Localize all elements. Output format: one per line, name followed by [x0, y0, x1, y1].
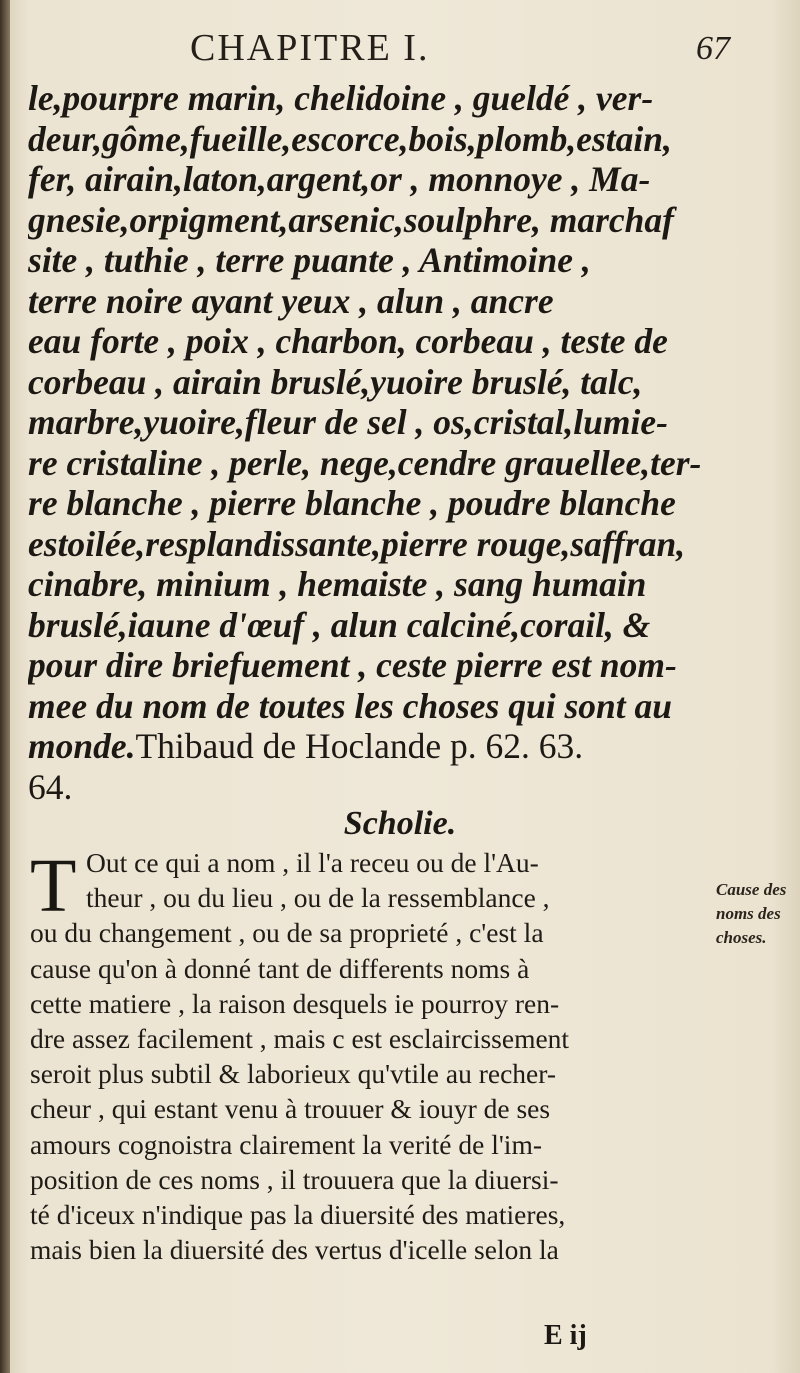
text-line: marbre,yuoire,fleur de sel , os,cristal,lumie-: [28, 402, 668, 442]
text-line: theur , ou du lieu , ou de la ressemblance ,: [86, 882, 550, 914]
text-line: deur,gôme,fueille,escorce,bois,plomb,estain,: [28, 118, 672, 159]
italic-text-block: [28, 78, 776, 807]
text-line: site , tuthie , terre puante , Antimoine ,: [28, 240, 591, 280]
citation-line: [28, 726, 776, 767]
text-line: estoilée,resplandissante,pierre rouge,saffran,: [28, 523, 686, 564]
text-line: té d'iceux n'indique pas la diuersité des matieres,: [30, 1199, 566, 1231]
page-binding-edge: [0, 0, 10, 1373]
margin-note-line: choses.: [716, 928, 767, 947]
text-line: fer, airain,laton,argent,or , monnoye , Ma-: [28, 159, 651, 199]
text-line: cette matiere , la raison desquels ie pourroy ren-: [30, 987, 560, 1019]
text-line: mais bien la diuersité des vertus d'icelle selon la: [30, 1234, 559, 1266]
text-line: mee du nom de toutes les choses qui sont au: [28, 685, 672, 726]
page-header: [190, 26, 730, 78]
text-line: eau forte , poix , charbon, corbeau , teste de: [28, 321, 668, 361]
text-line: gnesie,orpigment,arsenic,soulphre, marchaf: [28, 199, 674, 240]
text-line: Out ce qui a nom , il l'a receu ou de l'Au-: [86, 847, 539, 878]
text-line: re blanche , pierre blanche , poudre blanche: [28, 483, 676, 523]
text-line: terre noire ayant yeux , alun , ancre: [28, 280, 554, 321]
citation-italic: monde.: [28, 726, 136, 766]
signature-mark: E ij: [544, 1320, 587, 1351]
margin-note-line: Cause des: [716, 880, 787, 899]
text-line: amours cognoistra clairement la verité de l'im-: [30, 1128, 542, 1160]
text-line: pour dire briefuement , ceste pierre est nom-: [28, 645, 677, 685]
section-heading: Scholie.: [343, 805, 457, 842]
text-line: le,pourpre marin, chelidoine , gueldé , ver-: [28, 78, 654, 118]
margin-note: [716, 878, 800, 950]
drop-cap: T: [30, 844, 77, 928]
text-line: corbeau , airain bruslé,yuoire bruslé, talc,: [28, 361, 643, 402]
text-line: ou du changement , ou de sa proprieté , c'est la: [30, 917, 544, 949]
body-text-block: [30, 845, 698, 1267]
citation-tail: 64.: [28, 766, 73, 807]
citation-reference: Thibaud de Hoclande p. 62. 63.: [135, 726, 584, 766]
margin-note-line: noms des: [716, 904, 781, 923]
text-line: seroit plus subtil & laborieux qu'vtile au recher-: [30, 1058, 557, 1090]
running-head: CHAPITRE I.: [190, 27, 430, 69]
page-number: 67: [696, 30, 730, 67]
text-line: bruslé,iaune d'œuf , alun calciné,corail, &: [28, 604, 651, 645]
text-line: position de ces noms , il trouuera que la diuersi-: [30, 1163, 559, 1195]
text-line: cinabre, minium , hemaiste , sang humain: [28, 564, 647, 604]
text-line: dre assez facilement , mais c est esclaircissement: [30, 1023, 570, 1055]
text-line: cause qu'on à donné tant de differents noms à: [30, 952, 530, 984]
text-line: re cristaline , perle, nege,cendre grauellee,ter-: [28, 442, 702, 483]
text-line: cheur , qui estant venu à trouuer & iouyr de ses: [30, 1093, 551, 1125]
